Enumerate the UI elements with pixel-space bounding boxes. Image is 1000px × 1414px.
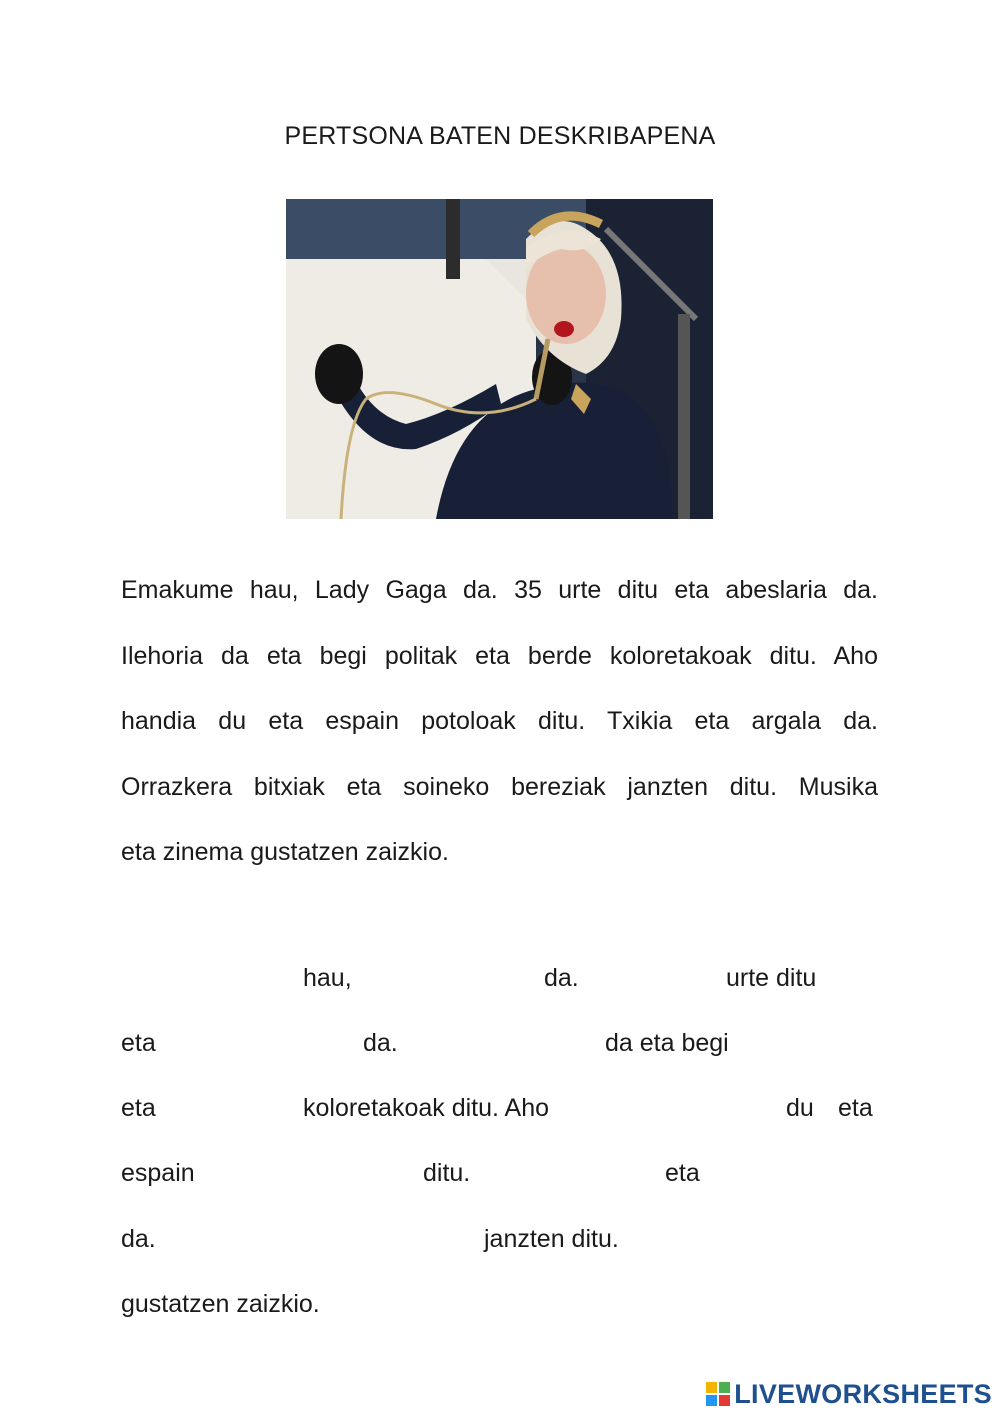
exercise-word: da. [544, 964, 579, 992]
exercise-word: urte ditu [726, 964, 817, 992]
exercise-word: da. [121, 1225, 156, 1253]
exercise-word: da eta begi [605, 1029, 729, 1057]
exercise-word: koloretakoak ditu. Aho [303, 1094, 549, 1122]
singer-photo [286, 199, 713, 519]
paragraph-line: eta zinema gustatzen zaizkio. [121, 838, 449, 866]
liveworksheets-logo [706, 1378, 992, 1410]
paragraph-line: Emakume hau, Lady Gaga da. 35 urte ditu eta abeslaria da. [121, 576, 878, 604]
paragraph-line: Orrazkera bitxiak eta soineko bereziak janzten ditu. Musika [121, 772, 878, 801]
exercise-word: hau, [303, 964, 352, 992]
exercise-word: eta [838, 1094, 873, 1122]
exercise-word: ditu. [423, 1159, 471, 1187]
description-paragraph [121, 558, 878, 886]
exercise-word: eta [121, 1094, 156, 1122]
exercise-word: eta [665, 1159, 700, 1187]
page-title: PERTSONA BATEN DESKRIBAPENA [284, 122, 716, 150]
exercise-word: du [786, 1094, 814, 1122]
exercise-word: gustatzen zaizkio. [121, 1290, 320, 1318]
exercise-word: da. [363, 1029, 398, 1057]
exercise-word: espain [121, 1159, 195, 1187]
liveworksheets-logo-icon [706, 1382, 730, 1406]
exercise-word: eta [121, 1029, 156, 1057]
brand-name: LIVEWORKSHEETS [734, 1378, 992, 1409]
paragraph-line: handia du eta espain potoloak ditu. Txikia eta argala da. [121, 707, 878, 735]
exercise-word: janzten ditu. [484, 1225, 619, 1253]
photo-of-singer-with-microphone-icon [286, 199, 713, 519]
paragraph-line: Ilehoria da eta begi politak eta berde koloretakoak ditu. Aho [121, 641, 878, 670]
